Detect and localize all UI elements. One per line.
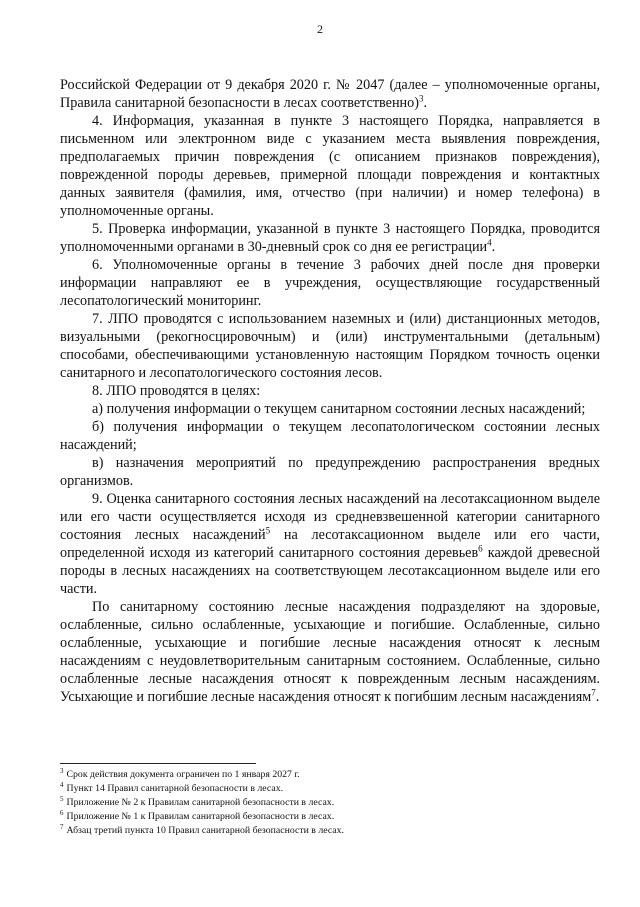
paragraph-tail: . <box>423 95 428 111</box>
paragraph-text: 6. Уполномоченные органы в течение 3 рабочих дней после дня проверки информации направляют ее в учреждения, осуществляющие государственный лесопатологический мониторинг. <box>60 257 600 309</box>
footnotes <box>60 768 600 838</box>
paragraph-tail: . <box>595 689 600 705</box>
paragraph-tail: на лесотаксационном выделе или его части, определенной исходя из категорий санитарного состояния деревьев <box>60 527 600 561</box>
footnote <box>60 824 600 838</box>
paragraph-item-8c <box>60 454 600 490</box>
footnote-text: Срок действия документа ограничен по 1 января 2027 г. <box>66 769 300 780</box>
footnote-number: 6 <box>60 808 64 817</box>
footnote-text: Пункт 14 Правил санитарной безопасности в лесах. <box>66 783 284 794</box>
paragraph-item-7 <box>60 310 600 382</box>
paragraph-text: а) получения информации о текущем санитарном состоянии лесных насаждений; <box>92 401 586 417</box>
footnote <box>60 782 600 796</box>
footnote-text: Приложение № 2 к Правилам санитарной безопасности в лесах. <box>66 797 335 808</box>
paragraph-item-6 <box>60 256 600 310</box>
paragraph-text: 4. Информация, указанная в пункте 3 настоящего Порядка, направляется в письменном или электронном виде с указанием места выявления повреждения, предполагаемых причин повреждения (с описанием признаков повреждения), поврежденной породы деревьев, примерной площади повреждения и контактных данных заявителя (фамилия, имя, отчество (при наличии) и номер телефона) в уполномоченные органы. <box>60 113 600 219</box>
footnote-ref: 3 <box>418 93 424 104</box>
footnote-number: 4 <box>60 780 64 789</box>
footnote-number: 5 <box>60 794 64 803</box>
paragraph-item-4 <box>60 112 600 220</box>
paragraph-text: По санитарному состоянию лесные насаждения подразделяют на здоровые, ослабленные, сильно ослабленные, усыхающие и погибшие. Ослабленные, сильно ослабленные, усыхающие и погибшие лесные насаждения относят к лесным насаждениям с неудовлетворительным санитарным состоянием. Ослабленные, сильно ослабленные лесные насаждения относят к поврежденным лесным насаждениям. Усыхающие и погибшие лесные насаждения относят к погибшим лесным насаждениям <box>60 599 600 705</box>
paragraph-item-5 <box>60 220 600 256</box>
paragraph-item-8 <box>60 382 600 400</box>
paragraph-item-8b <box>60 418 600 454</box>
footnote <box>60 768 600 782</box>
page-number: 2 <box>317 22 323 36</box>
paragraph-text: 7. ЛПО проводятся с использованием наземных и (или) дистанционных методов, визуальными (рекогносцировочным) и (или) инструментальными (детальным) способами, обеспечивающими установленную настоящим Порядком точность оценки санитарного и лесопатологического состояния лесов. <box>60 311 600 381</box>
footnote <box>60 810 600 824</box>
footnote-separator <box>60 763 256 764</box>
paragraph-text: Российской Федерации от 9 декабря 2020 г. № 2047 (далее – уполномоченные органы, Правила санитарной безопасности в лесах соответственно) <box>60 77 600 111</box>
paragraph-continuation <box>60 76 600 112</box>
footnote-ref: 4 <box>487 237 492 248</box>
footnote-text: Приложение № 1 к Правилам санитарной безопасности в лесах. <box>66 811 335 822</box>
paragraph-text: 9. Оценка санитарного состояния лесных насаждений на лесотаксационном выделе или его части осуществляется исходя из средневзвешенной категории санитарного состояния лесных насаждений <box>60 491 600 543</box>
paragraph-text: 8. ЛПО проводятся в целях: <box>92 383 261 399</box>
paragraph-text: 5. Проверка информации, указанной в пункте 3 настоящего Порядка, проводится уполномоченными органами в 30-дневный срок со дня ее регистрации <box>60 221 600 255</box>
paragraph-item-9 <box>60 490 600 598</box>
footnote-number: 7 <box>60 822 64 831</box>
footnote-ref: 6 <box>478 543 483 554</box>
footnote-ref: 5 <box>265 525 271 536</box>
document-body <box>60 76 600 706</box>
footnote-number: 3 <box>60 766 64 775</box>
paragraph-text: б) получения информации о текущем лесопатологическом состоянии лесных насаждений; <box>60 419 600 453</box>
paragraph-tail: . <box>491 239 496 255</box>
footnote <box>60 796 600 810</box>
footnote-text: Абзац третий пункта 10 Правил санитарной безопасности в лесах. <box>66 825 345 836</box>
footnote-ref: 7 <box>591 687 596 698</box>
paragraph-text: в) назначения мероприятий по предупреждению распространения вредных организмов. <box>60 455 600 489</box>
paragraph-sanitary-classes <box>60 598 600 706</box>
paragraph-tail: каждой древесной породы в лесных насаждениях на соответствующем лесотаксационном выделе или его части. <box>60 545 600 597</box>
paragraph-item-8a <box>60 400 600 418</box>
